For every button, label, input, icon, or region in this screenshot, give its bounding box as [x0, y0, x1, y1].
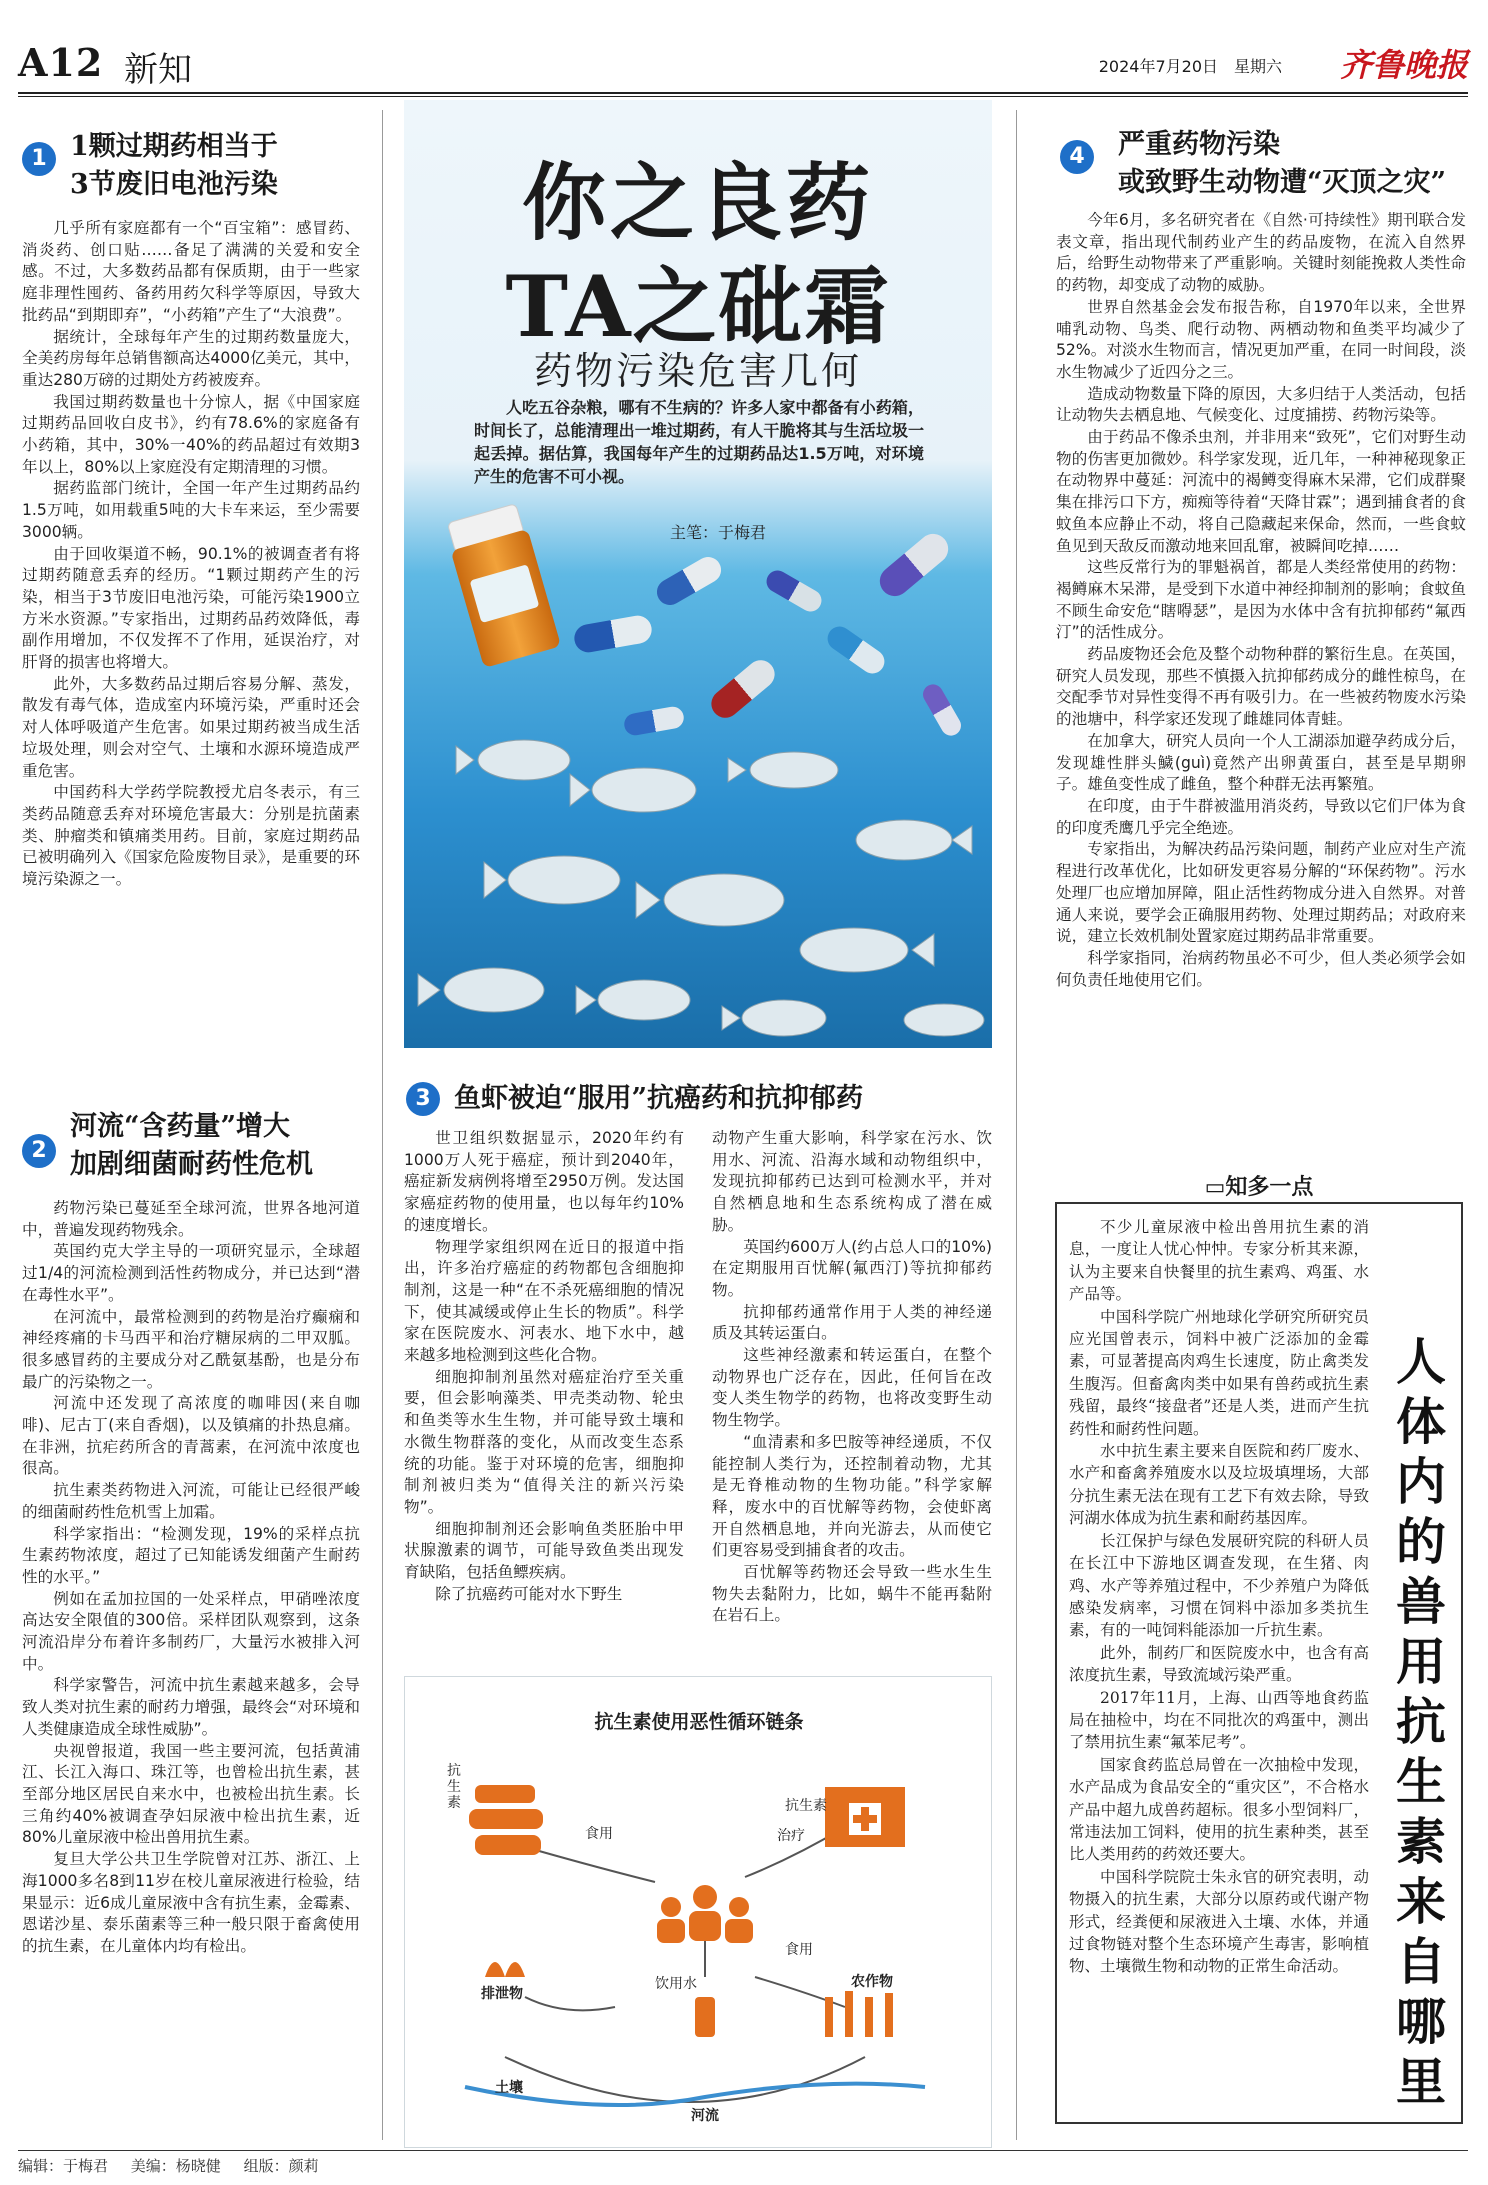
paragraph: 国家食药监总局曾在一次抽检中发现，水产品成为食品安全的“重灾区”，不合格水产品中超九成兽药超标。很多小型饲料厂，常违法加工饲料，使用的抗生素种类，甚至比人类用药的药效还要大。: [1069, 1755, 1369, 1864]
article-3-number: 3: [406, 1082, 440, 1116]
paragraph: 药品废物还会危及整个动物种群的繁衍生息。在英国，研究人员发现，那些不慎摄入抗抑郁药成分的雌性椋鸟，在交配季节对异性变得不再有吸引力。在一些被药物废水污染的池塘中，科学家还发现了雌雄同体青蛙。: [1056, 645, 1466, 729]
article-4-body: [1056, 210, 1466, 991]
article-3-title: 鱼虾被迫“服用”抗癌药和抗抑郁药: [454, 1083, 864, 1114]
knowledge-box: [1055, 1202, 1463, 2124]
column-divider: [382, 110, 383, 2140]
paragraph: 英国约克大学主导的一项研究显示，全球超过1/4的河流检测到活性药物成分，并已达到“潜在毒性水平”。: [22, 1242, 360, 1304]
capsule-icon: [572, 613, 654, 654]
paragraph: 我国过期药数量也十分惊人，据《中国家庭过期药品回收白皮书》，约有78.6%的家庭备有小药箱，其中，30%一40%的药品超过有效期3年以上，80%以上家庭没有定期清理的习惯。: [22, 392, 360, 476]
section-name: 新知: [124, 50, 192, 90]
paragraph: 中国药科大学药学院教授尤启冬表示，有三类药品随意丢弃对环境危害最大：分别是抗菌素类、肿瘤类和镇痛类用药。目前，家庭过期药品已被明确列入《国家危险废物目录》，是重要的环境污染源之一。: [22, 783, 360, 889]
paragraph: 物理学家组织网在近日的报道中指出，许多治疗癌症的药物都包含细胞抑制剂，这是一种“在不杀死癌细胞的情况下，使其减缓或停止生长的物质”。科学家在医院废水、河表水、地下水中，越来越多地检测到这些化合物。: [404, 1237, 684, 1365]
paragraph: 百忧解等药物还会导致一些水生生物失去黏附力，比如，蜗牛不能再黏附在岩石上。: [712, 1563, 992, 1625]
paragraph: 中国科学院广州地球化学研究所研究员应光国曾表示，饲料中被广泛添加的金霉素，可显著提高肉鸡生长速度，防止禽类发生腹泻。但畜禽肉类中如果有兽药或抗生素残留，最终“接盘者”还是人类，进而产生抗药性和耐药性问题。: [1069, 1307, 1369, 1438]
hero-title-line1: 你之良药: [521, 153, 874, 252]
paragraph: 世卫组织数据显示，2020年约有1000万人死于癌症，预计到2040年，癌症新发病例将增至2950万例。发达国家癌症药物的使用量，也以每年约10%的速度增长。: [404, 1129, 684, 1234]
paragraph: 科学家警告，河流中抗生素越来越多，会导致人类对抗生素的耐药力增强，最终会“对环境和人类健康造成全球性威胁”。: [22, 1676, 360, 1738]
issue-date: 2024年7月20日: [1098, 57, 1218, 76]
paragraph: 动物产生重大影响，科学家在污水、饮用水、河流、沿海水域和动物组织中，发现抗抑郁药已达到可检测水平，并对自然栖息地和生态系统构成了潜在威胁。: [712, 1129, 992, 1234]
paragraph: 复旦大学公共卫生学院曾对江苏、浙江、上海1000多名8到11岁在校儿童尿液进行检验，结果显示：近6成儿童尿液中含有抗生素，金霉素、恩诺沙星、泰乐菌素等三种一般只限于畜禽使用的抗生素，在儿童体内均有检出。: [22, 1850, 360, 1955]
paragraph: 专家指出，为解决药品污染问题，制药产业应对生产流程进行改革优化，比如研发更容易分解的“环保药物”。污水处理厂也应增加屏障，阻止活性药物成分进入自然界。对普通人来说，要学会正确服用药物、处理过期药品；对政府来说，建立长效机制处置家庭过期药品非常重要。: [1056, 840, 1466, 946]
paragraph: “血清素和多巴胺等神经递质，不仅能控制人类行为，还控制着动物，尤其是无脊椎动物的生物功能。”科学家解释，废水中的百忧解等药物，会使虾离开自然栖息地，并向光游去，从而使它们更容易受到捕食者的攻击。: [712, 1432, 992, 1560]
label-drink: 饮用水: [655, 1976, 697, 1992]
paragraph: 2017年11月，上海、山西等地食药监局在抽检中，均在不同批次的鸡蛋中，测出了禁用抗生素“氟苯尼考”。: [1069, 1688, 1369, 1752]
label-treat: 治疗: [777, 1828, 805, 1844]
label-eat-1: 食用: [585, 1826, 613, 1842]
label-antibiotic-2: 抗生素: [785, 1798, 827, 1814]
label-river: 河流: [691, 2108, 719, 2124]
masthead: [18, 40, 1468, 92]
paragraph: 除了抗癌药可能对水下野生: [435, 1584, 623, 1603]
capsule-icon: [823, 622, 889, 678]
paragraph: 几乎所有家庭都有一个“百宝箱”：感冒药、消炎药、创口贴……备足了满满的关爱和安全感。不过，大多数药品都有保质期，由于一些家庭非理性囤药、备药用药欠科学等原因，导致大批药品“到期即弃”，“小药箱”产生了“大浪费”。: [22, 219, 360, 324]
paragraph: 河流中还发现了高浓度的咖啡因(来自咖啡)、尼古丁(来自香烟)，以及镇痛的扑热息痛。在非洲，抗疟药所含的青蒿素，在河流中浓度也很高。: [22, 1394, 360, 1478]
paragraph: 英国约600万人(约占总人口的10%)在定期服用百忧解(氟西汀)等抗抑郁药物。: [712, 1237, 992, 1299]
paragraph: 不少儿童尿液中检出兽用抗生素的消息，一度让人忧心忡忡。专家分析其来源，认为主要来自快餐里的抗生素鸡、鸡蛋、水产品等。: [1069, 1218, 1369, 1304]
paragraph: 这些反常行为的罪魁祸首，都是人类经常使用的药物：褐鳟麻木呆滞，是受到下水道中神经抑制剂的影响；食蚊鱼不顾生命安危“瞎嘚瑟”，是因为水体中含有抗抑郁药“氟西汀”的活性成分。: [1056, 558, 1466, 642]
hero-subtitle: 药物污染危害几何: [533, 349, 862, 393]
article-4-title-line2: 或致野生动物遭“灭顶之灾”: [1118, 167, 1447, 198]
article-4-title-line1: 严重药物污染: [1118, 129, 1280, 160]
knowledge-body: [1069, 1216, 1369, 1978]
paragraph: 细胞抑制剂还会影响鱼类胚胎中甲状腺激素的调节，可能导致鱼类出现发育缺陷，包括鱼鳔疾病。: [404, 1519, 684, 1582]
paragraph: 中国科学院院士朱永官的研究表明，动物摄入的抗生素，大部分以原药或代谢产物形式，经粪便和尿液进入土壤、水体，并通过食物链对整个生态环境产生毒害，影响植物、土壤微生物和动物的正常生命活动。: [1069, 1867, 1369, 1976]
paragraph: 造成动物数量下降的原因，大多归结于人类活动，包括让动物失去栖息地、气候变化、过度捕捞、药物污染等。: [1056, 384, 1466, 425]
paragraph: 抗生素类药物进入河流，可能让已经很严峻的细菌耐药性危机雪上加霜。: [22, 1481, 360, 1521]
paragraph: 由于回收渠道不畅，90.1%的被调查者有将过期药随意丢弃的经历。“1颗过期药产生的污染，相当于3节废旧电池污染，可能污染1900立方米水资源。”专家指出，过期药品药效降低，毒副作用增加，不仅发挥不了作用，延误治疗，对肝肾的损害也将增大。: [22, 544, 360, 672]
knowledge-header-icon: ▭: [1204, 1175, 1226, 1200]
article-1-number: 1: [22, 142, 56, 176]
paragraph: 央视曾报道，我国一些主要河流，包括黄浦江、长江入海口、珠江等，也曾检出抗生素，甚至部分地区居民自来水中，也被检出抗生素。长三角约40%被调查孕妇尿液中检出抗生素，近80%儿童尿液中检出兽用抗生素。: [22, 1741, 360, 1847]
page-number: A12: [18, 40, 104, 85]
capsule-icon: [874, 528, 955, 602]
footer-rule: [18, 2150, 1468, 2151]
article-2-title-line1: 河流“含药量”增大: [70, 1111, 291, 1142]
paragraph: 由于药品不像杀虫剂，并非用来“致死”，它们对野生动物的伤害更加微妙。科学家发现，近几年，一种神秘现象正在动物界中蔓延：河流中的褐鳟变得麻木呆滞，它们成群聚集在排污口下方，痴痴等待着“天降甘霖”；遇到捕食者的食蚊鱼本应静止不动，将自己隐藏起来保命，然而，一些食蚊鱼见到天敌反而激动地来回乱窜，被瞬间吃掉……: [1056, 428, 1466, 555]
paragraph: 例如在孟加拉国的一处采样点，甲硝唑浓度高达安全限值的300倍。采样团队观察到，这条河流沿岸分布着许多制药厂，大量污水被排入河中。: [22, 1589, 360, 1673]
label-antibiotic-1: 抗生素: [447, 1763, 461, 1811]
label-crops: 农作物: [851, 1974, 893, 1990]
paragraph: 药物污染已蔓延至全球河流，世界各地河道中，普遍发现药物残余。: [22, 1199, 360, 1239]
paragraph: 科学家指同，治病药物虽必不可少，但人类必须学会如何负责任地使用它们。: [1056, 948, 1466, 989]
paragraph: 据统计，全球每年产生的过期药数量庞大，全美药房每年总销售额高达4000亿美元，其中，重达280万磅的过期处方药被废弃。: [22, 327, 360, 389]
paragraph: 此外，制药厂和医院废水中，也含有高浓度抗生素，导致流域污染严重。: [1069, 1643, 1369, 1685]
article-4-headline: [1060, 126, 1470, 206]
article-1-body: [22, 218, 360, 891]
article-1-headline: [22, 128, 362, 208]
hero-illustration: [404, 100, 992, 1048]
footer-credits: [18, 2155, 337, 2176]
header-rule: [18, 92, 1468, 94]
article-3-body-col2: [712, 1128, 992, 1627]
paragraph: 今年6月，多名研究者在《自然·可持续性》期刊联合发表文章，指出现代制药业产生的药品废物，在流入自然界后，给野生动物带来了严重影响。关键时刻能挽救人类性命的药物，却变成了动物的威胁。: [1056, 211, 1466, 295]
paragraph: 科学家指出：“检测发现，19%的采样点抗生素药物浓度，超过了已知能诱发细菌产生耐药性的水平。”: [22, 1524, 360, 1586]
paragraph: 水中抗生素主要来自医院和药厂废水、水产和畜禽养殖废水以及垃圾填埋场，大部分抗生素无法在现有工艺下有效去除，导致河湖水体成为抗生素和耐药基因库。: [1069, 1442, 1369, 1528]
paragraph: 据药监部门统计，全国一年产生过期药品约1.5万吨，如用载重5吨的大卡车来运，至少需要3000辆。: [22, 479, 360, 541]
article-2-number: 2: [22, 1134, 56, 1168]
hero-title-line2: TA之砒霜: [505, 257, 891, 356]
paragraph: 长江保护与绿色发展研究院的科研人员在长江中下游地区调查发现，在生猪、肉鸡、水产等养殖过程中，不少养殖户为降低感染发病率，习惯在饲料中添加多类抗生素，有的一吨饲料能添加一斤抗生素。: [1069, 1531, 1369, 1640]
diagram-title: 抗生素使用恶性循环链条: [594, 1711, 804, 1733]
capsule-icon: [652, 552, 726, 610]
paragraph: 此外，大多数药品过期后容易分解、蒸发，散发有毒气体，造成室内环境污染，严重时还会对人体呼吸道产生危害。如果过期药被当成生活垃圾处理，则会对空气、土壤和水源环境造成严重危害。: [22, 674, 360, 780]
hero-intro: 人吃五谷杂粮，哪有不生病的？许多人家中都备有小药箱，时间长了，总能清理出一堆过期药，有人干脆将其与生活垃圾一起丢掉。据估算，我国每年产生的过期药品达1.5万吨，对环境产生的危害不可小视。: [474, 398, 924, 486]
credit-design: 美编：杨晓健: [130, 2157, 221, 2175]
hero-editor: 主笔：于梅君: [670, 523, 767, 542]
knowledge-title: 人体内的兽用抗生素来自哪里: [1396, 1332, 1446, 2111]
paragraph: 在加拿大，研究人员向一个人工湖添加避孕药成分后，发现雄性胖头鱥(guì)竟然产出卵黄蛋白，甚至是早期卵子。雄鱼变性成了雌鱼，整个种群无法再繁殖。: [1056, 731, 1466, 794]
fish-school-icon: [404, 700, 992, 1048]
header-rule-thin: [18, 96, 1468, 97]
article-3-headline: [406, 1080, 992, 1120]
article-2-body: [22, 1198, 360, 1958]
paragraph: 在河流中，最常检测到的药物是治疗癫痫和神经疼痛的卡马西平和治疗糖尿病的二甲双胍。很多感冒药的主要成分对乙酰氨基酚，也是分布最广的污染物之一。: [22, 1307, 360, 1391]
credit-editor: 编辑：于梅君: [18, 2157, 109, 2175]
label-eat-2: 食用: [785, 1942, 813, 1958]
paragraph: 这些神经激素和转运蛋白，在整个动物界也广泛存在，因此，任何旨在改变人类生物学的药物，也将改变野生动物生物学。: [712, 1346, 992, 1430]
knowledge-header: [1055, 1170, 1463, 1201]
knowledge-header-text: 知多一点: [1225, 1175, 1314, 1200]
paragraph: 世界自然基金会发布报告称，自1970年以来，全世界哺乳动物、鸟类、爬行动物、两栖动物和鱼类平均减少了52%。对淡水生物而言，情况更加严重，在同一时间段，淡水生物减少了近四分之三。: [1056, 297, 1466, 381]
paragraph: 细胞抑制剂虽然对癌症治疗至关重要，但会影响藻类、甲壳类动物、轮虫和鱼类等水生生物，并可能导致土壤和水微生物群落的变化，从而改变生态系统的功能。鉴于对环境的危害，细胞抑制剂被归类为“值得关注的新兴污染物”。: [404, 1367, 684, 1516]
article-2-title-line2: 加剧细菌耐药性危机: [70, 1149, 313, 1180]
issue-weekday: 星期六: [1233, 57, 1282, 76]
paragraph: 抗抑郁药通常作用于人类的神经递质及其转运蛋白。: [712, 1302, 992, 1343]
antibiotic-cycle-diagram: [404, 1676, 992, 2148]
article-1-title-line2: 3节废旧电池污染: [70, 169, 278, 200]
pill-bottle-icon: [443, 502, 561, 668]
article-2-headline: [22, 1108, 362, 1188]
article-1-title-line1: 1颗过期药相当于: [70, 131, 278, 162]
article-4-number: 4: [1060, 140, 1094, 174]
label-waste: 排泄物: [481, 1986, 523, 2002]
column-divider: [1016, 110, 1017, 2140]
credit-proof: 组版：颜莉: [243, 2157, 319, 2175]
article-3-body-col1: [404, 1128, 684, 1605]
paragraph: 在印度，由于牛群被滥用消炎药，导致以它们尸体为食的印度秃鹰几乎完全绝迹。: [1056, 796, 1466, 837]
label-soil: 土壤: [495, 2080, 523, 2096]
capsule-icon: [763, 566, 826, 615]
newspaper-logo: 齐鲁晚报: [1339, 46, 1468, 84]
cycle-arrows: [405, 1677, 993, 2149]
